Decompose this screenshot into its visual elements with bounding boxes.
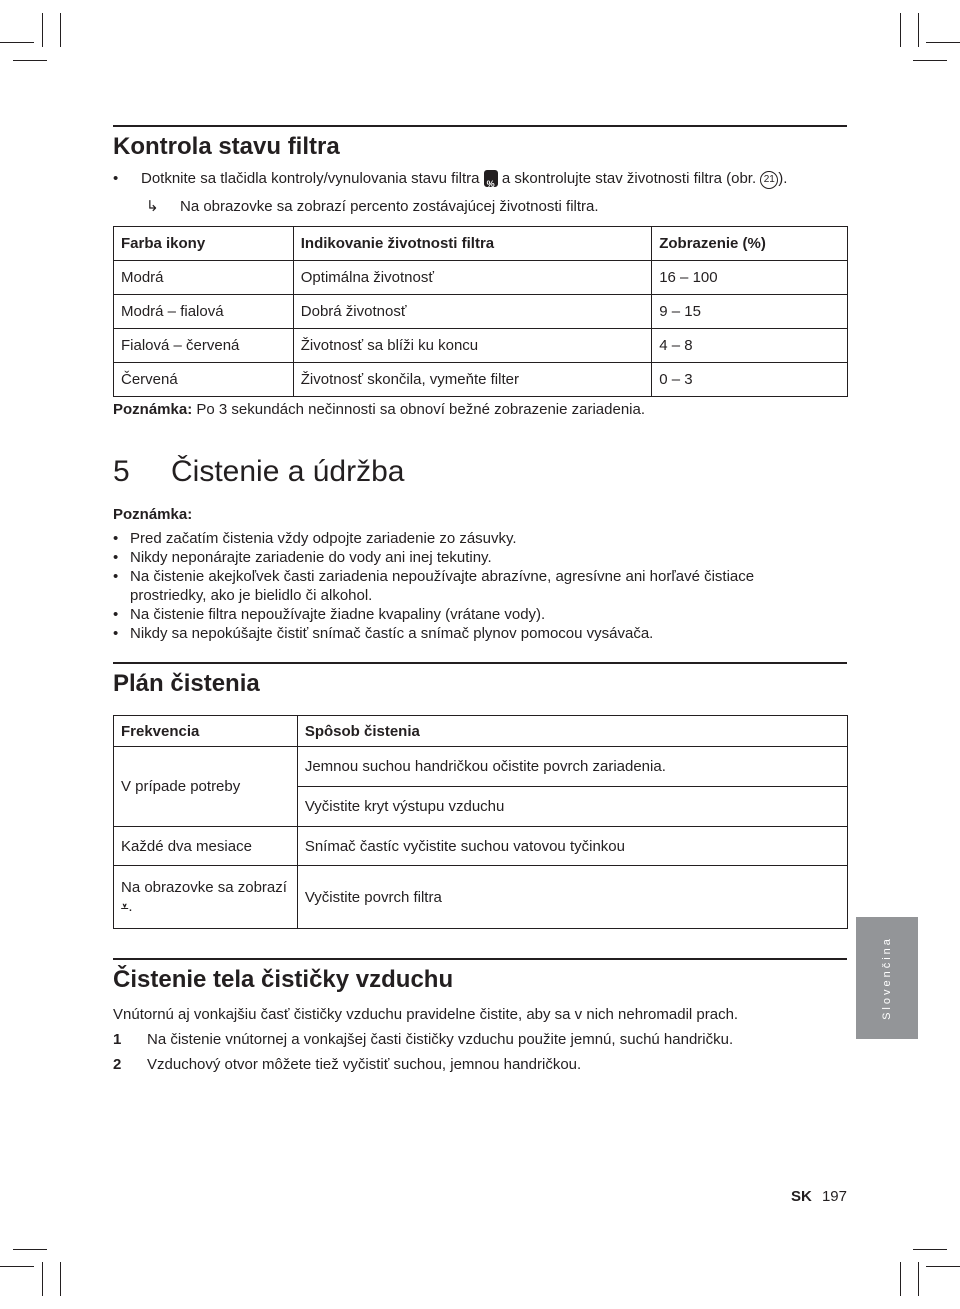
table-cell: Červená xyxy=(114,363,294,397)
list-item: • Pred začatím čistenia vždy odpojte zariadenie zo zásuvky. xyxy=(113,530,517,547)
crop-mark xyxy=(900,13,901,47)
table-cell: Fialová – červená xyxy=(114,329,294,363)
page-footer xyxy=(780,1188,847,1205)
table-cell: Životnosť skončila, vymeňte filter xyxy=(293,363,651,397)
language-code: SK xyxy=(790,1188,812,1205)
table-header: Frekvencia xyxy=(114,716,298,747)
table-row xyxy=(114,329,848,363)
crop-mark xyxy=(0,1266,34,1267)
table-row xyxy=(114,747,848,787)
table-header: Spôsob čistenia xyxy=(297,716,847,747)
table-cell: V prípade potreby xyxy=(114,747,298,827)
table-cell: Snímač častíc vyčistite suchou vatovou tyčinkou xyxy=(297,827,847,866)
section-heading-body-cleaning: Čistenie tela čističky vzduchu xyxy=(113,958,847,994)
table-cell: Na obrazovke sa zobrazí ⩡. xyxy=(114,866,298,929)
crop-mark xyxy=(900,1262,901,1296)
table-cell: Vyčistite povrch filtra xyxy=(297,866,847,929)
crop-mark xyxy=(913,1249,947,1250)
list-item: • Na čistenie filtra nepoužívajte žiadne kvapaliny (vrátane vody). xyxy=(113,606,546,623)
crop-mark xyxy=(42,1262,43,1296)
table-cell: Dobrá životnosť xyxy=(293,295,651,329)
table-cell: Modrá xyxy=(114,261,294,295)
table-row xyxy=(114,866,848,929)
filter-status-table xyxy=(113,226,848,397)
table-cell: Jemnou suchou handričkou očistite povrch zariadenia. xyxy=(297,747,847,787)
cleaning-warnings xyxy=(113,529,803,643)
crop-mark xyxy=(918,13,919,47)
brush-icon: ⩡ xyxy=(121,899,129,914)
crop-mark xyxy=(42,13,43,47)
cleaning-plan-table xyxy=(113,715,848,929)
table-cell: 0 – 3 xyxy=(652,363,848,397)
table-header: Indikovanie životnosti filtra xyxy=(293,227,651,261)
section-heading-cleaning-plan: Plán čistenia xyxy=(113,662,847,698)
arrow-icon: ↳ xyxy=(146,198,159,215)
table-row xyxy=(114,363,848,397)
filter-reset-icon xyxy=(484,170,498,187)
note-label: Poznámka: xyxy=(113,506,193,523)
bullet-icon: • xyxy=(113,170,119,187)
note: Poznámka: Po 3 sekundách nečinnosti sa obnoví bežné zobrazenie zariadenia. xyxy=(113,401,646,418)
table-header: Zobrazenie (%) xyxy=(652,227,848,261)
crop-mark xyxy=(13,60,47,61)
table-cell: Vyčistite kryt výstupu vzduchu xyxy=(297,787,847,827)
table-cell: Každé dva mesiace xyxy=(114,827,298,866)
table-row xyxy=(114,827,848,866)
chapter-title: 5 Čistenie a údržba xyxy=(113,455,405,488)
crop-mark xyxy=(0,42,34,43)
section-heading-filter-status: Kontrola stavu filtra xyxy=(113,125,847,161)
page-number: 197 xyxy=(821,1188,847,1205)
table-row xyxy=(114,295,848,329)
table-cell: Optimálna životnosť xyxy=(293,261,651,295)
table-header: Farba ikony xyxy=(114,227,294,261)
table-cell: 9 – 15 xyxy=(652,295,848,329)
intro-paragraph: Vnútornú aj vonkajšiu časť čističky vzduchu pravidelne čistite, aby sa v nich nehromadil prach. xyxy=(113,1006,739,1023)
table-cell: Modrá – fialová xyxy=(114,295,294,329)
crop-mark xyxy=(926,42,960,43)
crop-mark xyxy=(13,1249,47,1250)
list-item: • Nikdy sa nepokúšajte čistiť snímač častíc a snímač plynov pomocou vysávača. xyxy=(113,625,654,642)
crop-mark xyxy=(60,1262,61,1296)
crop-mark xyxy=(918,1262,919,1296)
figure-ref: 21 xyxy=(760,171,778,189)
table-cell: Životnosť sa blíži ku koncu xyxy=(293,329,651,363)
crop-mark xyxy=(60,13,61,47)
crop-mark xyxy=(926,1266,960,1267)
table-cell: 4 – 8 xyxy=(652,329,848,363)
table-row xyxy=(114,261,848,295)
list-item: • Na čistenie akejkoľvek časti zariadenia nepoužívajte abrazívne, agresívne ani horľavé čistiace prostriedky, ako je bielidlo či alkohol. xyxy=(113,568,755,604)
list-item: • Nikdy neponárajte zariadenie do vody ani inej tekutiny. xyxy=(113,549,492,566)
language-tab: Slovenčina xyxy=(856,917,918,1039)
crop-mark xyxy=(913,60,947,61)
table-cell: 16 – 100 xyxy=(652,261,848,295)
